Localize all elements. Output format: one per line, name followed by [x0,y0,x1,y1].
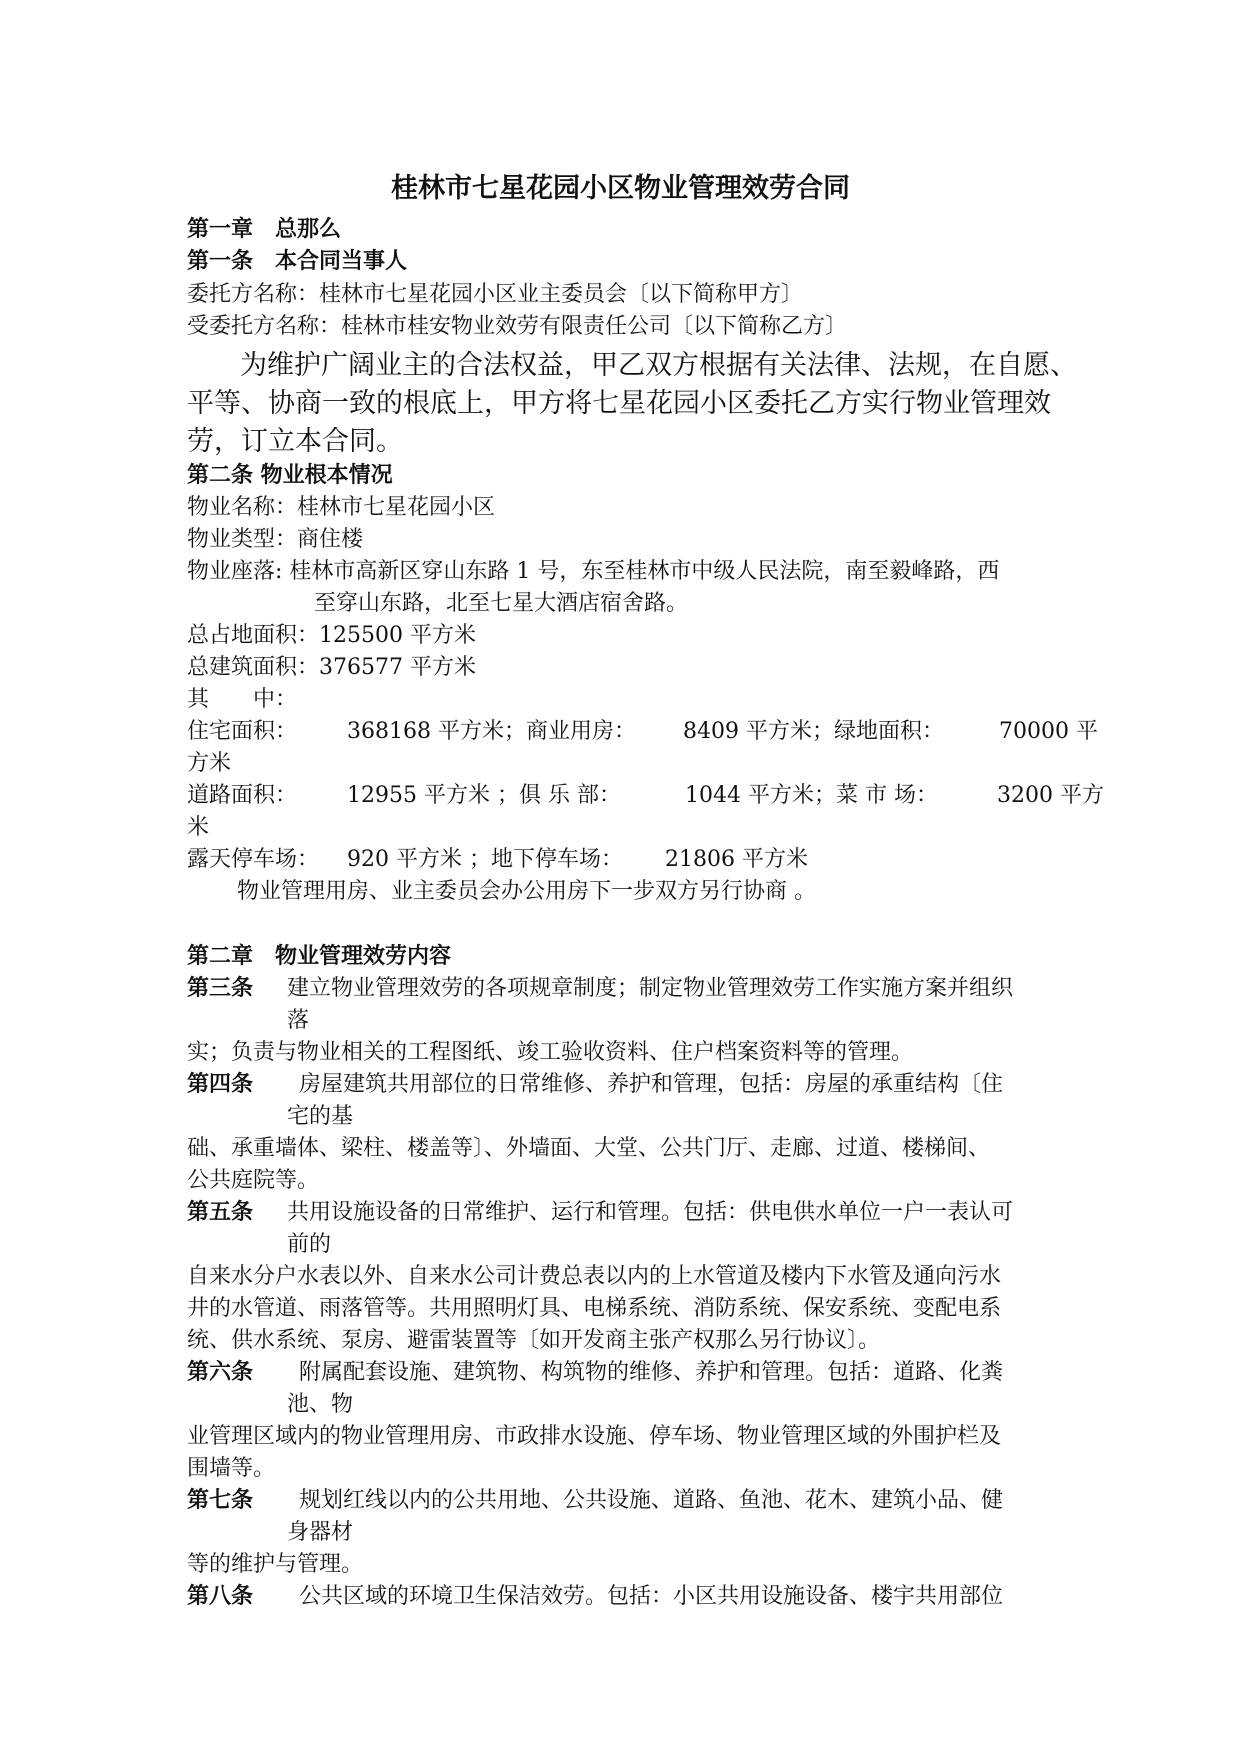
property-type: 物业类型：商住楼 [187,527,364,552]
article-5-body-3: 统、供水系统、泵房、避雷装置等〔如开发商主张产权那么另行协议〕。 [187,1328,881,1353]
article-7: 第七条 规划红线以内的公共用地、公共设施、道路、鱼池、花木、建筑小品、健 [187,1485,1003,1517]
intro-line-3: 劳，订立本合同。 [187,426,403,457]
among-label: 其 中： [187,687,298,712]
area-row-2-wrap: 米 [187,815,210,840]
article-4-body-2: 公共庭院等。 [187,1168,320,1193]
article-6: 第六条 附属配套设施、建筑物、构筑物的维修、养护和管理。包括：道路、化粪 [187,1357,1003,1389]
area-row-1: 住宅面积： 368168 平方米；商业用房： 8409 平方米；绿地面积： 70000 平 [187,719,1098,744]
article-4-wrap: 宅的基 [287,1104,354,1129]
article-8-heading: 第八条 [187,1584,254,1609]
article-1-heading: 第一条 本合同当事人 [187,249,408,274]
article-8: 第八条 公共区域的环境卫生保洁效劳。包括：小区共用设施设备、楼宇共用部位 [187,1581,1003,1613]
article-5-body-2: 井的水管道、雨落管等。共用照明灯具、电梯系统、消防系统、保安系统、变配电系 [187,1296,1002,1321]
intro-line-1: 为维护广阔业主的合法权益，甲乙双方根据有关法律、法规，在自愿、 [240,350,1077,381]
property-name: 物业名称：桂林市七星花园小区 [187,495,496,520]
article-3-heading: 第三条 [187,976,254,1001]
document-title: 桂林市七星花园小区物业管理效劳合同 [391,173,850,204]
chapter-2-heading: 第二章 物业管理效劳内容 [187,944,452,969]
chapter-1-heading: 第一章 总那么 [187,217,342,242]
article-7-wrap: 身器材 [287,1520,354,1545]
article-6-body-2: 围墙等。 [187,1456,276,1481]
area-row-1-wrap: 方米 [187,751,232,776]
office-note: 物业管理用房、业主委员会办公用房下一步双方另行协商 。 [237,879,816,904]
article-4-body-1: 础、承重墙体、梁柱、楼盖等〕、外墙面、大堂、公共门厅、走廊、过道、楼梯间、 [187,1136,991,1161]
building-area: 总建筑面积：376577 平方米 [187,655,476,680]
property-location: 物业座落: 桂林市高新区穿山东路 1 号，东至桂林市中级人民法院，南至毅峰路，西 [187,559,1000,584]
article-3-wrap: 落 [287,1008,310,1033]
client-line: 委托方名称：桂林市七星花园小区业主委员会〔以下简称甲方〕 [187,282,804,307]
area-row-3: 露天停车场： 920 平方米 ；地下停车场： 21806 平方米 [187,847,808,872]
article-6-wrap: 池、物 [287,1392,354,1417]
article-3: 第三条 建立物业管理效劳的各项规章制度；制定物业管理效劳工作实施方案并组织 [187,973,1013,1005]
agent-line: 受委托方名称：桂林市桂安物业效劳有限责任公司〔以下简称乙方〕 [187,314,848,339]
area-row-2: 道路面积： 12955 平方米 ；俱 乐 部： 1044 平方米；菜 市 场： 3200 平方 [187,783,1104,808]
article-5-wrap: 前的 [287,1232,332,1257]
land-area: 总占地面积：125500 平方米 [187,623,476,648]
article-7-body-1: 等的维护与管理。 [187,1552,364,1577]
intro-line-2: 平等、协商一致的根底上，甲方将七星花园小区委托乙方实行物业管理效 [187,388,1051,419]
article-4-heading: 第四条 [187,1072,254,1097]
article-6-heading: 第六条 [187,1360,254,1385]
article-4: 第四条 房屋建筑共用部位的日常维修、养护和管理，包括：房屋的承重结构〔住 [187,1069,1003,1101]
article-5-heading: 第五条 [187,1200,254,1225]
article-6-body-1: 业管理区域内的物业管理用房、市政排水设施、停车场、物业管理区域的外围护栏及 [187,1424,1002,1449]
article-7-heading: 第七条 [187,1488,254,1513]
article-3-body-1: 实；负责与物业相关的工程图纸、竣工验收资料、住户档案资料等的管理。 [187,1040,914,1065]
article-5: 第五条 共用设施设备的日常维护、运行和管理。包括：供电供水单位一户一表认可 [187,1197,1013,1229]
property-location-cont: 至穿山东路，北至七星大酒店宿舍路。 [314,591,689,616]
article-2-heading: 第二条 物业根本情况 [187,463,393,488]
article-5-body-1: 自来水分户水表以外、自来水公司计费总表以内的上水管道及楼内下水管及通向污水 [187,1264,1002,1289]
